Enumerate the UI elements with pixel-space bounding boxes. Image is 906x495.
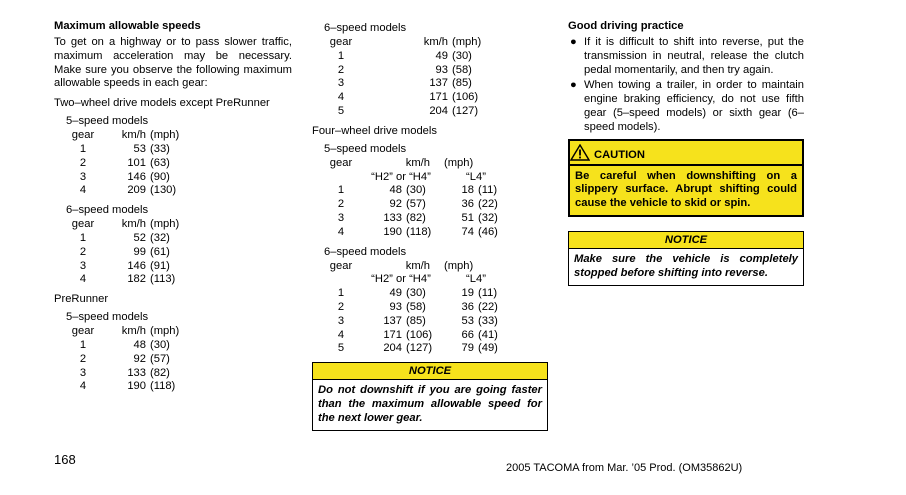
two-wd-heading: Two–wheel drive models except PreRunner [54, 97, 270, 110]
gear-cell: 2 [337, 63, 345, 76]
l-kmh-cell: 74 [461, 225, 474, 238]
kmh-cell: 137 [429, 77, 448, 90]
mph-cell: (32) [150, 231, 170, 244]
l-mph-cell: (46) [478, 225, 498, 238]
mph-cell: (90) [150, 170, 170, 183]
gear-cell: 2 [337, 300, 345, 313]
table-row [324, 105, 488, 119]
notice-downshift-box [312, 362, 548, 430]
kmh-header: km/h [121, 218, 146, 231]
bullet-text: When towing a trailer, in order to maintain engine braking efficiency, do not use fifth gear (5–speed models) or sixth gear (6–speed models). [584, 79, 804, 133]
prerunner-heading: PreRunner [54, 293, 109, 306]
table-row [66, 260, 186, 274]
h-mph-cell: (82) [406, 211, 426, 224]
bullet-icon: ● [570, 79, 577, 92]
mph-cell: (91) [150, 259, 170, 272]
l4-header: “L4” [466, 170, 486, 183]
table-header [324, 260, 508, 274]
gear-cell: 1 [337, 49, 345, 62]
h2-h4-header: “H2” or “H4” [371, 170, 431, 183]
l-mph-cell: (22) [478, 300, 498, 313]
gear-cell: 3 [337, 211, 345, 224]
gear-cell: 5 [337, 342, 345, 355]
table-row [324, 329, 508, 343]
kmh-cell: 93 [435, 63, 448, 76]
l-mph-cell: (32) [478, 211, 498, 224]
gear-cell: 2 [79, 156, 87, 169]
l-kmh-cell: 51 [461, 211, 474, 224]
kmh-cell: 101 [127, 156, 146, 169]
gear-cell: 2 [79, 245, 87, 258]
column-left [54, 18, 292, 394]
notice-text: Make sure the vehicle is completely stopped before shifting into reverse. [574, 252, 798, 279]
kmh-cell: 99 [133, 245, 146, 258]
table-row [324, 64, 488, 78]
table-row [324, 91, 488, 105]
two-wd-5speed-table [66, 129, 186, 198]
l-kmh-cell: 18 [461, 184, 474, 197]
kmh-cell: 49 [435, 49, 448, 62]
two-wd-6speed-label: 6–speed models [66, 204, 149, 217]
table-row [324, 287, 508, 301]
l4-header: “L4” [466, 273, 486, 286]
bullet-item [568, 36, 804, 77]
gear-cell: 3 [337, 314, 345, 327]
footer-doc-info: 2005 TACOMA from Mar. ’05 Prod. (OM35862U) [506, 462, 743, 474]
mph-cell: (57) [150, 352, 170, 365]
gear-cell: 4 [337, 225, 345, 238]
section-title-good-driving: Good driving practice [568, 20, 684, 32]
caution-header [570, 141, 802, 166]
kmh-cell: 146 [127, 170, 146, 183]
gear-cell: 1 [79, 338, 87, 351]
l-kmh-cell: 36 [461, 198, 474, 211]
h-mph-cell: (127) [406, 342, 433, 355]
four-wd-5speed-label: 5–speed models [324, 142, 407, 155]
l-kmh-cell: 36 [461, 300, 474, 313]
h-kmh-cell: 93 [389, 300, 402, 313]
gear-header: gear [71, 129, 95, 142]
notice-title: NOTICE [313, 363, 547, 380]
kmh-cell: 92 [133, 352, 146, 365]
table-header [66, 325, 186, 339]
gear-cell: 4 [79, 273, 87, 286]
table-row [66, 273, 186, 287]
caution-box [568, 139, 804, 217]
l-kmh-cell: 79 [461, 342, 474, 355]
kmh-header: km/h [405, 156, 430, 169]
column-right [568, 18, 804, 286]
gear-cell: 3 [337, 77, 345, 90]
table-row [324, 77, 488, 91]
kmh-cell: 182 [127, 273, 146, 286]
table-row [324, 315, 508, 329]
gear-header: gear [329, 259, 353, 272]
h-mph-cell: (118) [406, 225, 432, 238]
mph-cell: (58) [452, 63, 472, 76]
table-header [324, 36, 488, 50]
h-mph-cell: (57) [406, 198, 426, 211]
caution-title: CAUTION [594, 148, 645, 161]
table-row [66, 171, 186, 185]
notice-title: NOTICE [569, 232, 803, 249]
gear-header: gear [329, 156, 353, 169]
table-header [324, 157, 508, 171]
kmh-cell: 204 [429, 104, 448, 117]
gear-cell: 3 [79, 259, 87, 272]
notice-reverse-box [568, 231, 804, 286]
bullet-icon: ● [570, 36, 577, 48]
page-number: 168 [54, 452, 76, 467]
table-row [66, 353, 186, 367]
l-mph-cell: (49) [478, 342, 498, 355]
gear-cell: 1 [337, 184, 345, 197]
table-row [66, 367, 186, 381]
gear-cell: 2 [337, 198, 345, 211]
four-wd-5speed-table [324, 157, 508, 240]
h-kmh-cell: 48 [389, 184, 402, 197]
h-mph-cell: (30) [406, 184, 426, 197]
mph-header: (mph) [150, 218, 180, 231]
l-mph-cell: (11) [478, 287, 498, 300]
l-mph-cell: (22) [478, 198, 498, 211]
prerunner-5speed-label: 5–speed models [66, 311, 149, 324]
section-title-max-speeds: Maximum allowable speeds [54, 20, 201, 32]
kmh-cell: 146 [127, 259, 146, 272]
gear-header: gear [329, 36, 353, 48]
mph-header: (mph) [150, 325, 180, 338]
four-wd-heading: Four–wheel drive models [312, 124, 437, 137]
caution-text: Be careful when downshifting on a slippery surface. Abrupt shifting could cause the vehicle to skid or spin. [575, 169, 797, 210]
l-mph-cell: (41) [478, 328, 498, 341]
mph-cell: (127) [452, 104, 479, 117]
table-row [66, 380, 186, 394]
table-row [324, 226, 508, 240]
gear-cell: 1 [79, 142, 87, 155]
h-kmh-cell: 204 [383, 342, 402, 355]
table-header [66, 129, 186, 143]
kmh-cell: 209 [127, 184, 146, 197]
gear-header: gear [71, 218, 95, 231]
table-row [324, 342, 508, 356]
kmh-cell: 133 [127, 366, 146, 379]
mph-cell: (63) [150, 156, 170, 169]
prerunner-5speed-table [66, 325, 186, 394]
h-mph-cell: (58) [406, 300, 426, 313]
intro-paragraph: To get on a highway or to pass slower traffic, maximum acceleration may be necessary. Make sure you observe the following maximum allowable speeds in each gear: [54, 36, 292, 90]
mph-cell: (130) [150, 184, 177, 197]
gear-cell: 1 [337, 287, 345, 300]
h-mph-cell: (106) [406, 328, 433, 341]
gear-cell: 2 [79, 352, 87, 365]
table-row [324, 50, 488, 64]
mph-cell: (33) [150, 142, 170, 155]
two-wd-6speed-cont-label: 6–speed models [324, 22, 407, 34]
two-wd-6speed-cont-table [324, 36, 488, 119]
kmh-cell: 53 [133, 142, 146, 155]
l-mph-cell: (33) [478, 314, 498, 327]
table-row [66, 246, 186, 260]
gear-cell: 5 [337, 104, 345, 117]
gear-cell: 1 [79, 231, 87, 244]
gear-cell: 4 [79, 380, 87, 393]
mph-cell: (113) [150, 273, 176, 286]
mph-cell: (106) [452, 91, 479, 104]
h-kmh-cell: 92 [389, 198, 402, 211]
notice-text: Do not downshift if you are going faster than the maximum allowable speed for the next lower gear. [318, 384, 542, 424]
gear-cell: 3 [79, 170, 87, 183]
gear-cell: 4 [337, 328, 345, 341]
mph-cell: (82) [150, 366, 170, 379]
h2-h4-header: “H2” or “H4” [371, 273, 431, 286]
gear-cell: 4 [337, 91, 345, 104]
table-row [324, 301, 508, 315]
table-row [66, 339, 186, 353]
h-mph-cell: (85) [406, 314, 426, 327]
four-wd-6speed-label: 6–speed models [324, 245, 407, 258]
gear-cell: 3 [79, 366, 87, 379]
gear-header: gear [71, 325, 95, 338]
kmh-cell: 52 [133, 231, 146, 244]
kmh-header: km/h [405, 259, 430, 272]
table-row [66, 232, 186, 246]
warning-triangle-icon [570, 144, 590, 161]
table-row [66, 184, 186, 198]
mph-cell: (61) [150, 245, 170, 258]
two-wd-6speed-table [66, 218, 186, 287]
table-row [66, 157, 186, 171]
l-kmh-cell: 53 [461, 314, 474, 327]
l-kmh-cell: 66 [461, 328, 474, 341]
table-header [66, 218, 186, 232]
table-row [66, 143, 186, 157]
mph-header: (mph) [452, 36, 482, 48]
table-row [324, 184, 508, 198]
two-wd-5speed-label: 5–speed models [66, 115, 149, 128]
kmh-cell: 171 [429, 91, 448, 104]
kmh-header: km/h [121, 129, 146, 142]
bullet-item [568, 79, 804, 134]
mph-cell: (30) [452, 49, 472, 62]
mph-cell: (30) [150, 338, 170, 351]
kmh-header: km/h [423, 36, 448, 48]
h-kmh-cell: 171 [383, 328, 402, 341]
mph-cell: (85) [452, 77, 472, 90]
bullet-text: If it is difficult to shift into reverse, put the transmission in neutral, release the clutch pedal momentarily, and then try again. [584, 36, 804, 76]
mph-header: (mph) [444, 259, 474, 272]
h-kmh-cell: 190 [383, 225, 402, 238]
mph-header: (mph) [444, 156, 474, 169]
four-wd-6speed-table [324, 260, 508, 357]
table-row [324, 212, 508, 226]
h-kmh-cell: 49 [389, 287, 402, 300]
kmh-header: km/h [121, 325, 146, 338]
kmh-cell: 48 [133, 338, 146, 351]
table-row [324, 198, 508, 212]
l-kmh-cell: 19 [461, 287, 474, 300]
kmh-cell: 190 [127, 380, 146, 393]
h-kmh-cell: 133 [383, 211, 402, 224]
column-middle [312, 22, 548, 431]
h-kmh-cell: 137 [383, 314, 402, 327]
table-subheader [324, 273, 508, 287]
table-subheader [324, 171, 508, 185]
gear-cell: 4 [79, 184, 87, 197]
mph-header: (mph) [150, 129, 180, 142]
h-mph-cell: (30) [406, 287, 426, 300]
mph-cell: (118) [150, 380, 176, 393]
l-mph-cell: (11) [478, 184, 498, 197]
